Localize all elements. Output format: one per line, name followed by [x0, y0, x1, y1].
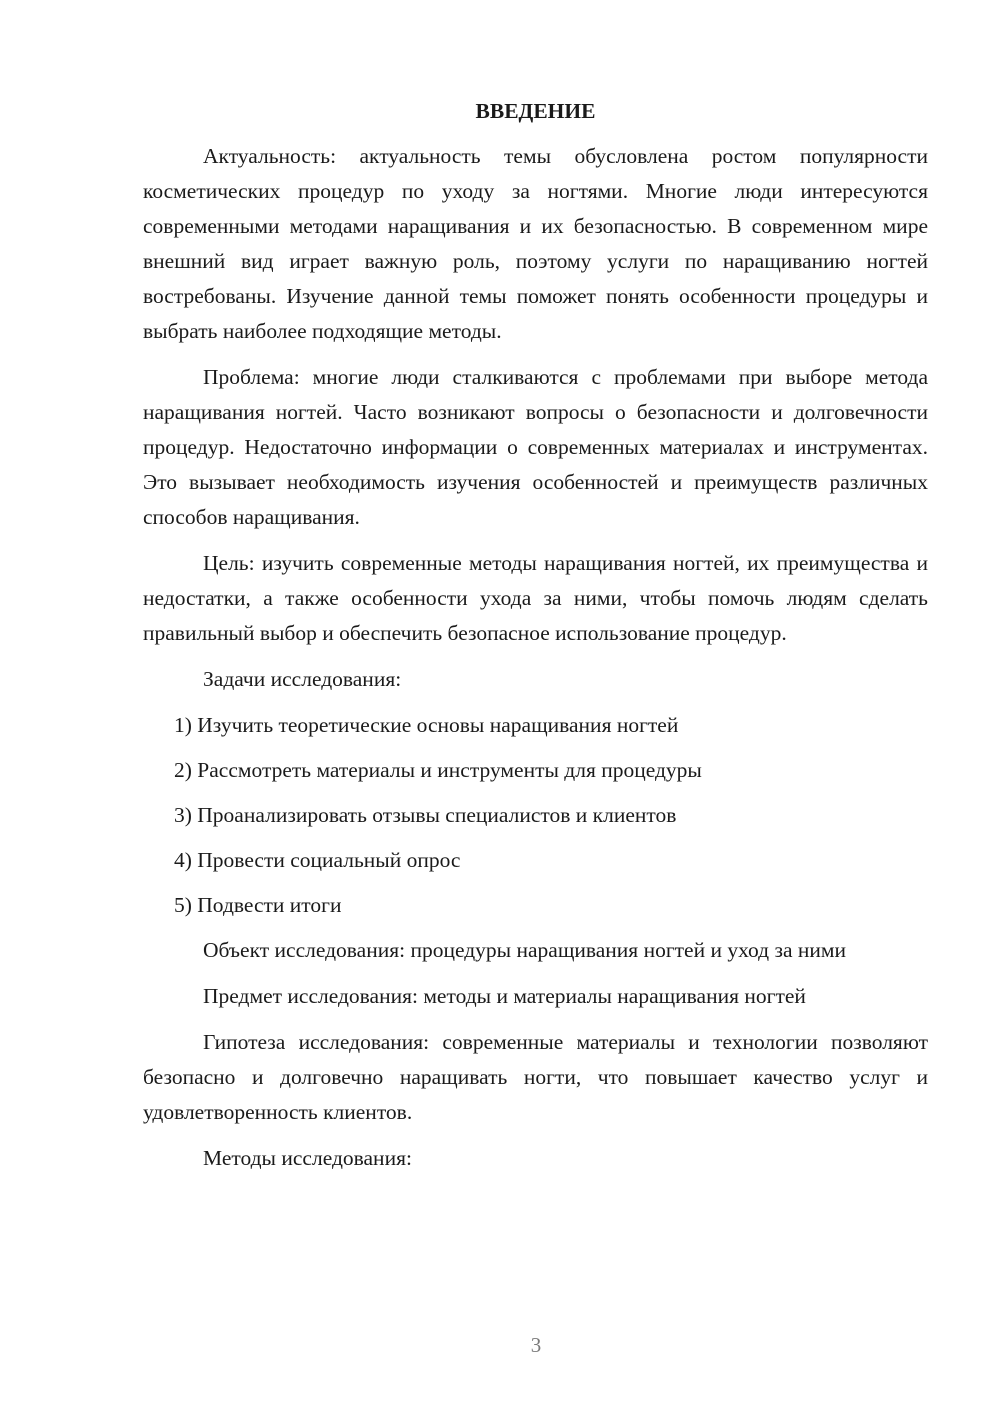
methods-heading: Методы исследования:: [203, 1146, 412, 1170]
problem-paragraph: Проблема: многие люди сталкиваются с проблемами при выборе метода наращивания ногтей. Часто возникают вопросы о безопасности и долговечности процедур. Недостаточно информации о современных материалах и инструментах. Это вызывает необходимость изучения особенностей и преимуществ различных способов наращивания.: [143, 365, 928, 529]
task-item-3: 3) Проанализировать отзывы специалистов и клиентов: [174, 803, 677, 827]
hypothesis-paragraph: Гипотеза исследования: современные материалы и технологии позволяют безопасно и долговечно наращивать ногти, что повышает качество услуг и удовлетворенность клиентов.: [143, 1030, 928, 1124]
task-item-1: 1) Изучить теоретические основы наращивания ногтей: [174, 713, 679, 737]
page-number: 3: [530, 1333, 542, 1357]
relevance-paragraph: Актуальность: актуальность темы обусловлена ростом популярности косметических процедур по уходу за ногтями. Многие люди интересуются современными методами наращивания и их безопасностью. В современном мире внешний вид играет важную роль, поэтому услуги по наращиванию ногтей востребованы. Изучение данной темы поможет понять особенности процедуры и выбрать наиболее подходящие методы.: [143, 144, 928, 343]
task-item-5: 5) Подвести итоги: [174, 893, 342, 917]
object-paragraph: Объект исследования: процедуры наращивания ногтей и уход за ними: [203, 938, 847, 962]
tasks-list: [143, 708, 928, 923]
subject-paragraph: Предмет исследования: методы и материалы наращивания ногтей: [203, 984, 806, 1008]
goal-paragraph: Цель: изучить современные методы наращивания ногтей, их преимущества и недостатки, а также особенности ухода за ними, чтобы помочь людям сделать правильный выбор и обеспечить безопасное использование процедур.: [143, 551, 928, 645]
section-title: ВВЕДЕНИЕ: [475, 99, 596, 123]
task-item-4: 4) Провести социальный опрос: [174, 848, 461, 872]
task-item-2: 2) Рассмотреть материалы и инструменты для процедуры: [174, 758, 702, 782]
tasks-heading: Задачи исследования:: [203, 667, 402, 691]
page-content: [143, 96, 928, 1187]
